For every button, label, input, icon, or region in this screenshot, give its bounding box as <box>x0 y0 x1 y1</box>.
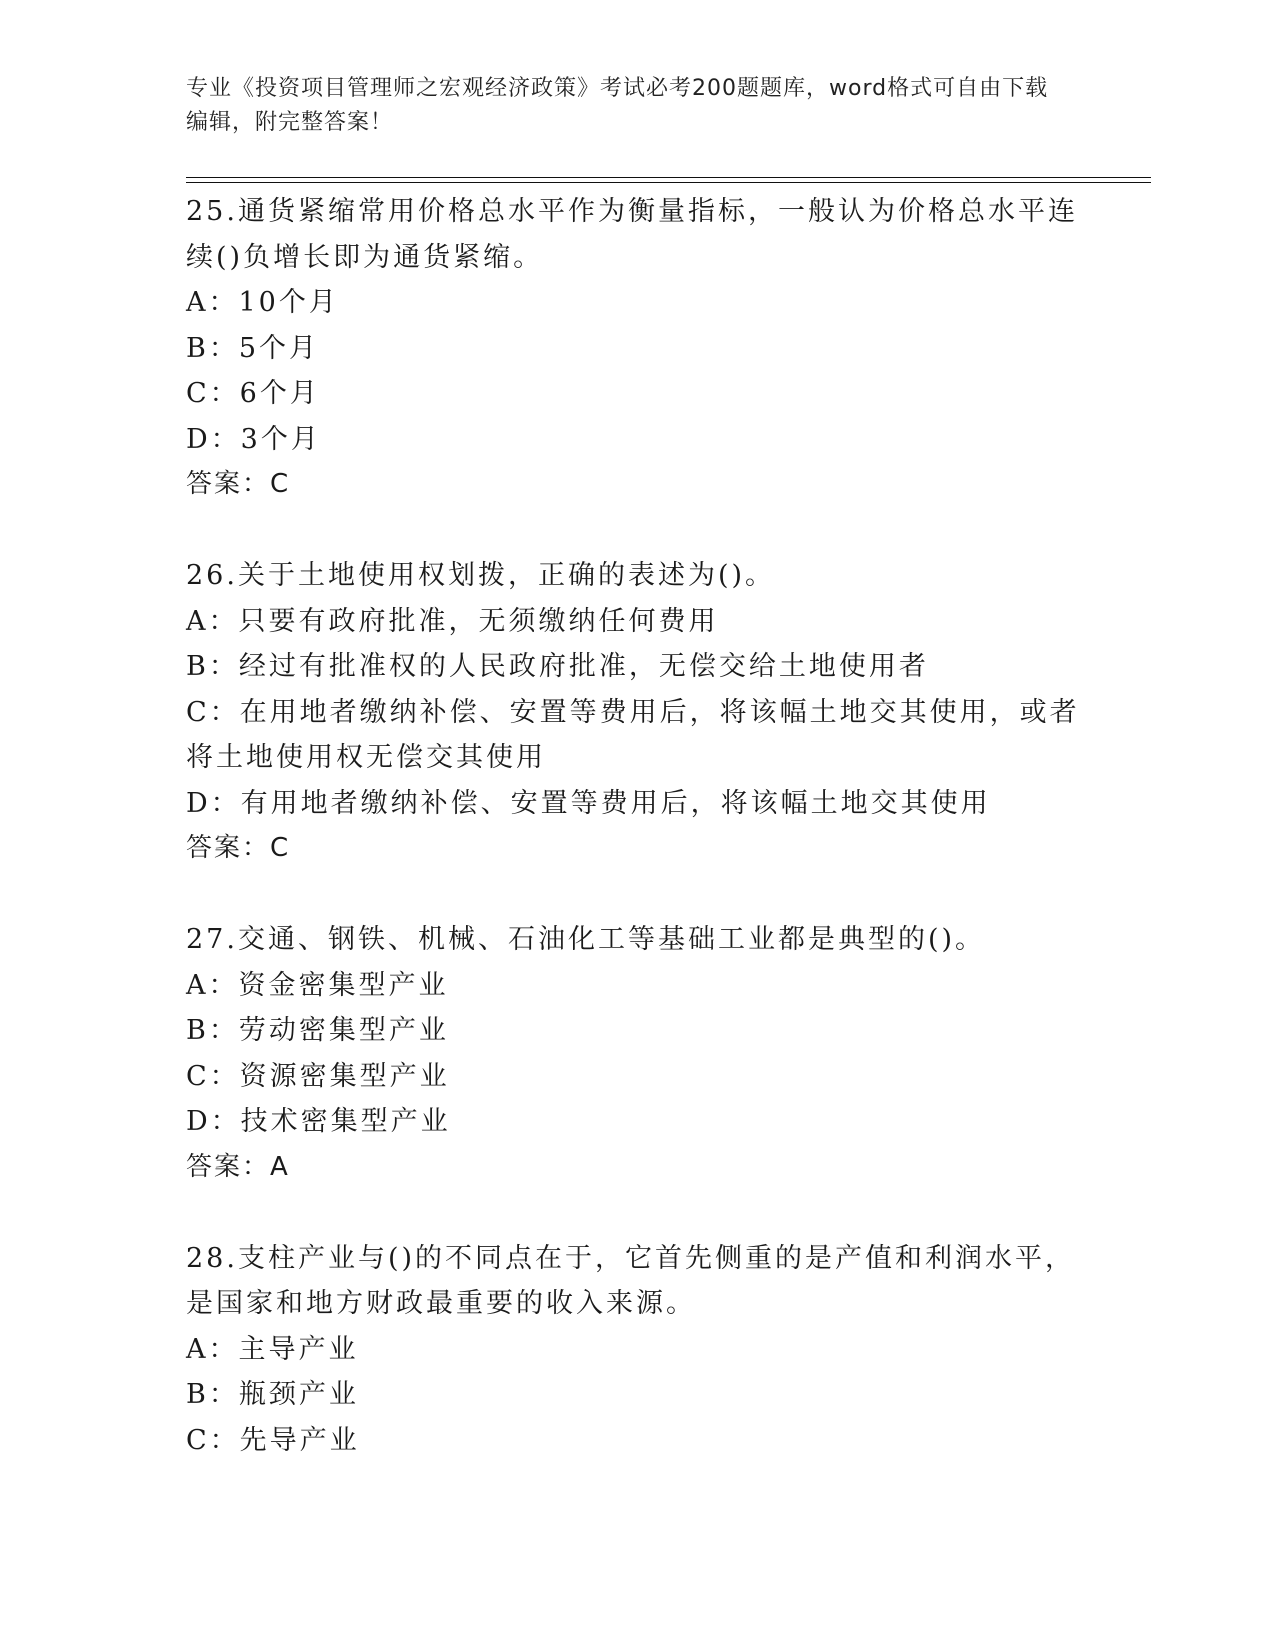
option-d: D：3个月 <box>186 423 321 455</box>
option-b: B：5个月 <box>186 332 320 364</box>
option-a: A：资金密集型产业 <box>186 969 449 1001</box>
question-28 <box>186 1236 1086 1464</box>
option-a: A：只要有政府批准，无须缴纳任何费用 <box>186 605 719 637</box>
option-c: C：资源密集型产业 <box>186 1060 450 1092</box>
option-d: D：技术密集型产业 <box>186 1106 451 1137</box>
option-b: B：劳动密集型产业 <box>186 1015 449 1046</box>
option-b: B：经过有批准权的人民政府批准，无偿交给土地使用者 <box>186 651 929 682</box>
question-25 <box>186 189 1086 508</box>
option-d: D：有用地者缴纳补偿、安置等费用后，将该幅土地交其使用 <box>186 787 991 819</box>
answer: 答案：C <box>186 833 291 863</box>
question-stem: 26.关于土地使用权划拨，正确的表述为()。 <box>186 560 776 591</box>
document-header: 专业《投资项目管理师之宏观经济政策》考试必考200题题库，word格式可自由下载编辑，附完整答案！ <box>186 76 1049 135</box>
answer: 答案：A <box>186 1151 290 1182</box>
header-rule-bottom <box>186 182 1151 183</box>
answer: 答案：C <box>186 469 291 499</box>
question-stem: 25.通货紧缩常用价格总水平作为衡量指标，一般认为价格总水平连续()负增长即为通货紧缩。 <box>186 196 1078 273</box>
question-stem: 27.交通、钢铁、机械、石油化工等基础工业都是典型的()。 <box>186 924 986 955</box>
question-27 <box>186 917 1086 1190</box>
question-stem: 28.支柱产业与()的不同点在于，它首先侧重的是产值和利润水平，是国家和地方财政最重要的收入来源。 <box>186 1242 1076 1319</box>
option-c: C：在用地者缴纳补偿、安置等费用后，将该幅土地交其使用，或者将土地使用权无偿交其使用 <box>186 696 1080 773</box>
question-list <box>186 189 1086 1463</box>
option-c: C：先导产业 <box>186 1424 360 1456</box>
option-c: C：6个月 <box>186 378 320 409</box>
option-a: A：主导产业 <box>186 1333 359 1365</box>
question-26 <box>186 553 1086 872</box>
option-b: B：瓶颈产业 <box>186 1379 359 1410</box>
header-rule-top <box>186 177 1151 178</box>
option-a: A：10个月 <box>186 287 339 318</box>
